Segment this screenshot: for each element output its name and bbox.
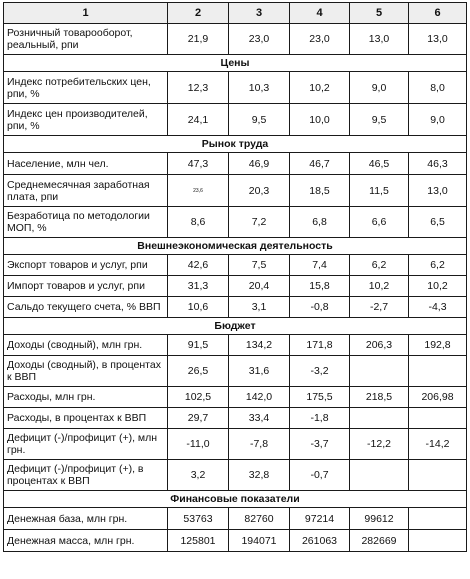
value-cell: 10,3 [229, 72, 290, 104]
value-cell: 175,5 [290, 387, 350, 408]
value-cell: 9,5 [229, 104, 290, 136]
value-cell: 32,8 [229, 460, 290, 491]
table-row [4, 408, 467, 429]
column-header-1: 1 [4, 3, 168, 24]
value-cell: 31,3 [168, 276, 229, 297]
column-header-4: 4 [290, 3, 350, 24]
value-cell: 10,2 [409, 276, 467, 297]
value-cell: 206,98 [409, 387, 467, 408]
value-cell: -7,8 [229, 429, 290, 460]
value-cell: -1,8 [290, 408, 350, 429]
value-cell [409, 460, 467, 491]
value-cell: -3,2 [290, 356, 350, 387]
table-row [4, 429, 467, 460]
value-cell: 9,5 [350, 104, 409, 136]
value-cell: 47,3 [168, 153, 229, 175]
value-cell: 29,7 [168, 408, 229, 429]
value-cell: 6,5 [409, 207, 467, 238]
value-cell: 7,2 [229, 207, 290, 238]
value-cell: 46,3 [409, 153, 467, 175]
value-cell: 20,3 [229, 175, 290, 207]
value-cell: 134,2 [229, 335, 290, 356]
value-cell: 9,0 [350, 72, 409, 104]
value-cell: 21,9 [168, 24, 229, 55]
value-cell: 9,0 [409, 104, 467, 136]
column-header-3: 3 [229, 3, 290, 24]
value-cell: 142,0 [229, 387, 290, 408]
value-cell: -12,2 [350, 429, 409, 460]
value-cell [350, 408, 409, 429]
table-row [4, 297, 467, 318]
table-row [4, 356, 467, 387]
value-cell: 18,5 [290, 175, 350, 207]
section-row [4, 491, 467, 508]
value-cell: 46,9 [229, 153, 290, 175]
value-cell: 15,8 [290, 276, 350, 297]
table-row [4, 175, 467, 207]
value-cell: 13,0 [409, 24, 467, 55]
section-row [4, 238, 467, 255]
row-label: Дефицит (-)/профицит (+), млн грн. [4, 429, 168, 460]
value-cell: -14,2 [409, 429, 467, 460]
value-cell [350, 356, 409, 387]
row-label: Дефицит (-)/профицит (+), в процентах к ВВП [4, 460, 168, 491]
value-cell: 10,2 [350, 276, 409, 297]
section-title: Внешнеэкономическая деятельность [4, 238, 467, 255]
value-cell: 7,5 [229, 255, 290, 276]
value-cell: 10,0 [290, 104, 350, 136]
value-cell: 99612 [350, 508, 409, 530]
value-cell: 261063 [290, 530, 350, 552]
table-row [4, 24, 467, 55]
value-cell [409, 530, 467, 552]
table-row [4, 508, 467, 530]
section-title: Рынок труда [4, 136, 467, 153]
value-cell: 102,5 [168, 387, 229, 408]
table-row [4, 530, 467, 552]
value-cell: 8,6 [168, 207, 229, 238]
value-cell: 46,5 [350, 153, 409, 175]
value-cell: 171,8 [290, 335, 350, 356]
value-cell: 24,1 [168, 104, 229, 136]
row-label: Расходы, млн грн. [4, 387, 168, 408]
column-header-2: 2 [168, 3, 229, 24]
value-cell: -11,0 [168, 429, 229, 460]
table-row [4, 335, 467, 356]
value-cell [409, 508, 467, 530]
value-cell: 53763 [168, 508, 229, 530]
row-label: Денежная база, млн грн. [4, 508, 168, 530]
value-cell: 46,7 [290, 153, 350, 175]
column-header-5: 5 [350, 3, 409, 24]
value-cell: 13,0 [409, 175, 467, 207]
header-row [4, 3, 467, 24]
section-row [4, 318, 467, 335]
value-cell: 97214 [290, 508, 350, 530]
table-body [4, 3, 467, 552]
column-header-6: 6 [409, 3, 467, 24]
table-row [4, 72, 467, 104]
value-cell: -4,3 [409, 297, 467, 318]
value-cell: -0,7 [290, 460, 350, 491]
value-cell: 82760 [229, 508, 290, 530]
value-cell: 91,5 [168, 335, 229, 356]
table-row [4, 104, 467, 136]
value-cell: 33,4 [229, 408, 290, 429]
value-cell: -3,7 [290, 429, 350, 460]
value-cell [409, 356, 467, 387]
row-label: Сальдо текущего счета, % ВВП [4, 297, 168, 318]
value-cell: -0,8 [290, 297, 350, 318]
row-label: Население, млн чел. [4, 153, 168, 175]
value-cell: 192,8 [409, 335, 467, 356]
value-cell: 13,0 [350, 24, 409, 55]
value-cell: 31,6 [229, 356, 290, 387]
value-cell: 6,2 [350, 255, 409, 276]
table-row [4, 207, 467, 238]
value-cell: 282669 [350, 530, 409, 552]
value-cell: 218,5 [350, 387, 409, 408]
value-cell: 10,2 [290, 72, 350, 104]
row-label: Индекс цен производителей, рпи, % [4, 104, 168, 136]
value-cell: 6,8 [290, 207, 350, 238]
table-row [4, 255, 467, 276]
value-cell: 12,3 [168, 72, 229, 104]
value-cell: 23,0 [229, 24, 290, 55]
value-cell: 10,6 [168, 297, 229, 318]
row-label: Расходы, в процентах к ВВП [4, 408, 168, 429]
table-row [4, 460, 467, 491]
value-cell: 3,1 [229, 297, 290, 318]
value-cell: 23,6 [168, 175, 229, 207]
value-cell: 8,0 [409, 72, 467, 104]
table-row [4, 276, 467, 297]
value-cell: 125801 [168, 530, 229, 552]
row-label: Доходы (сводный), в процентах к ВВП [4, 356, 168, 387]
section-title: Бюджет [4, 318, 467, 335]
row-label: Денежная масса, млн грн. [4, 530, 168, 552]
row-label: Розничный товарооборот, реальный, рпи [4, 24, 168, 55]
value-cell: -2,7 [350, 297, 409, 318]
value-cell [409, 408, 467, 429]
indicators-table [3, 2, 467, 552]
row-label: Безработица по методологии МОП, % [4, 207, 168, 238]
value-cell: 206,3 [350, 335, 409, 356]
value-cell: 6,2 [409, 255, 467, 276]
row-label: Экспорт товаров и услуг, рпи [4, 255, 168, 276]
value-cell: 7,4 [290, 255, 350, 276]
section-title: Цены [4, 55, 467, 72]
value-cell: 42,6 [168, 255, 229, 276]
row-label: Импорт товаров и услуг, рпи [4, 276, 168, 297]
table-row [4, 387, 467, 408]
table-row [4, 153, 467, 175]
value-cell: 194071 [229, 530, 290, 552]
section-title: Финансовые показатели [4, 491, 467, 508]
value-cell: 3,2 [168, 460, 229, 491]
row-label: Доходы (сводный), млн грн. [4, 335, 168, 356]
section-row [4, 136, 467, 153]
row-label: Индекс потребительских цен, рпи, % [4, 72, 168, 104]
value-cell: 6,6 [350, 207, 409, 238]
section-row [4, 55, 467, 72]
value-cell: 20,4 [229, 276, 290, 297]
row-label: Среднемесячная заработная плата, рпи [4, 175, 168, 207]
value-cell: 11,5 [350, 175, 409, 207]
value-cell: 23,0 [290, 24, 350, 55]
value-cell [350, 460, 409, 491]
value-cell: 26,5 [168, 356, 229, 387]
